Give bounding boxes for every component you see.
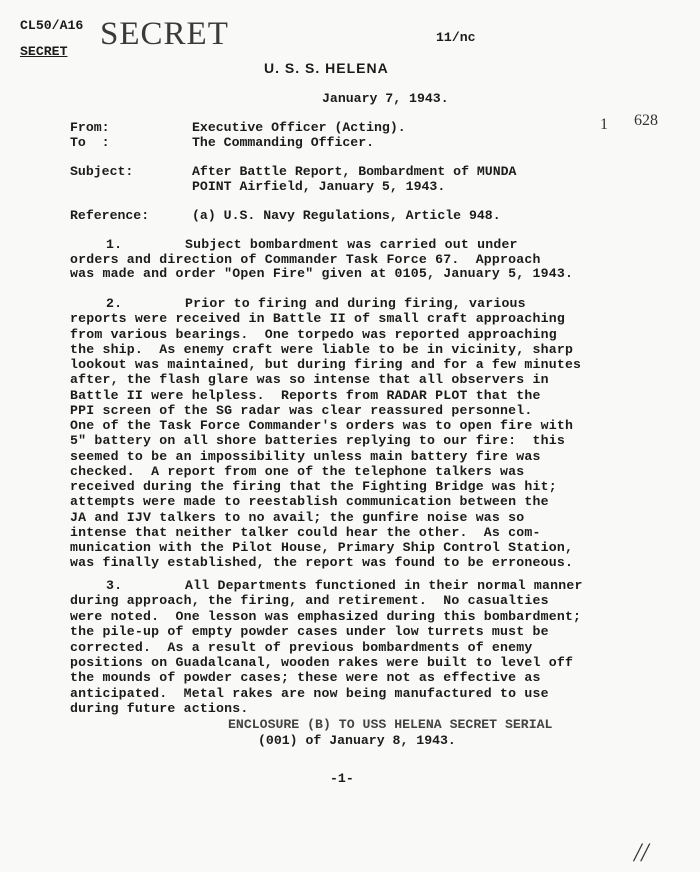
handwritten-number-1: 1: [600, 116, 608, 133]
paragraph-line: Prior to firing and during firing, various: [185, 296, 526, 311]
paragraph-line: received during the firing that the Fighting Bridge was hit;: [70, 479, 557, 494]
reference-value: (a) U.S. Navy Regulations, Article 948.: [192, 208, 501, 223]
from-value: Executive Officer (Acting).: [192, 120, 406, 135]
paragraph-line: during future actions.: [70, 701, 249, 717]
subject-line: After Battle Report, Bombardment of MUNDA: [192, 164, 517, 179]
paragraph-line: were noted. One lesson was emphasized during this bombardment;: [70, 608, 582, 624]
paragraph-line: positions on Guadalcanal, wooden rakes were built to level off: [70, 655, 574, 670]
paragraph-line: was finally established, the report was found to be erroneous.: [70, 555, 574, 571]
to-value: The Commanding Officer.: [192, 135, 375, 150]
page-number: -1-: [330, 771, 354, 786]
paragraph-line: the mounds of powder cases; these were not as effective as: [70, 670, 541, 686]
paragraph-number: 2.: [106, 296, 123, 311]
subject-label: Subject:: [70, 164, 134, 179]
paragraph-line: PPI screen of the SG radar was clear reassured personnel.: [70, 402, 533, 418]
document-date: January 7, 1943.: [322, 91, 449, 106]
paragraph-line: lookout was maintained, but during firing and for a few minutes: [70, 357, 582, 372]
paragraph-line: corrected. As a result of previous bombardments of enemy: [70, 639, 533, 655]
paragraph-line: Subject bombardment was carried out under: [185, 237, 518, 252]
paragraph-line: was made and order "Open Fire" given at 0105, January 5, 1943.: [70, 266, 574, 282]
paragraph-line: All Departments functioned in their normal manner: [185, 578, 583, 593]
paragraph-line: 5" battery on all shore batteries replying to our fire: this: [70, 433, 565, 449]
file-code: CL50/A16: [20, 18, 84, 33]
paragraph-number: 3.: [106, 578, 123, 593]
enclosure-line: ENCLOSURE (B) TO USS HELENA SECRET SERIAL: [228, 717, 553, 732]
handwritten-number-2: 628: [634, 112, 658, 129]
paragraph-line: the ship. As enemy craft were liable to be in vicinity, sharp: [70, 341, 574, 357]
reference-label: Reference:: [70, 208, 150, 223]
paragraph-line: munication with the Pilot House, Primary Ship Control Station,: [70, 540, 574, 555]
paragraph-line: Battle II were helpless. Reports from RADAR PLOT that the: [70, 387, 541, 403]
paragraph-line: checked. A report from one of the telephone talkers was: [70, 463, 525, 479]
paragraph-line: anticipated. Metal rakes are now being manufactured to use: [70, 685, 549, 701]
paragraph-line: One of the Task Force Commander's orders was to open fire with: [70, 418, 574, 433]
paragraph-line: from various bearings. One torpedo was reported approaching: [70, 326, 557, 342]
paragraph-line: orders and direction of Commander Task Force 67. Approach: [70, 251, 541, 267]
paragraph-line: after, the flash glare was so intense that all observers in: [70, 372, 549, 388]
paragraph-line: the pile-up of empty powder cases under low turrets must be: [70, 624, 549, 640]
subject-line: POINT Airfield, January 5, 1943.: [192, 179, 446, 194]
paragraph-line: reports were received in Battle II of small craft approaching: [70, 311, 565, 327]
paragraph-line: during approach, the firing, and retirement. No casualties: [70, 593, 549, 609]
corner-mark: //: [634, 838, 649, 867]
paragraph-line: intense that neither talker could hear the other. As com-: [70, 524, 541, 540]
ship-name: U. S. S. HELENA: [264, 60, 389, 76]
enclosure-line: (001) of January 8, 1943.: [258, 733, 456, 748]
reference-code: 11/nc: [436, 30, 476, 45]
from-label: From:: [70, 120, 110, 135]
classification-label: SECRET: [20, 44, 68, 59]
secret-stamp: SECRET: [100, 16, 229, 52]
paragraph-line: seemed to be an impossibility unless main battery fire was: [70, 448, 541, 464]
paragraph-line: attempts were made to reestablish communication between the: [70, 494, 549, 510]
paragraph-line: JA and IJV talkers to no avail; the gunfire noise was so: [70, 509, 525, 525]
to-label: To :: [70, 135, 110, 150]
paragraph-number: 1.: [106, 237, 123, 252]
